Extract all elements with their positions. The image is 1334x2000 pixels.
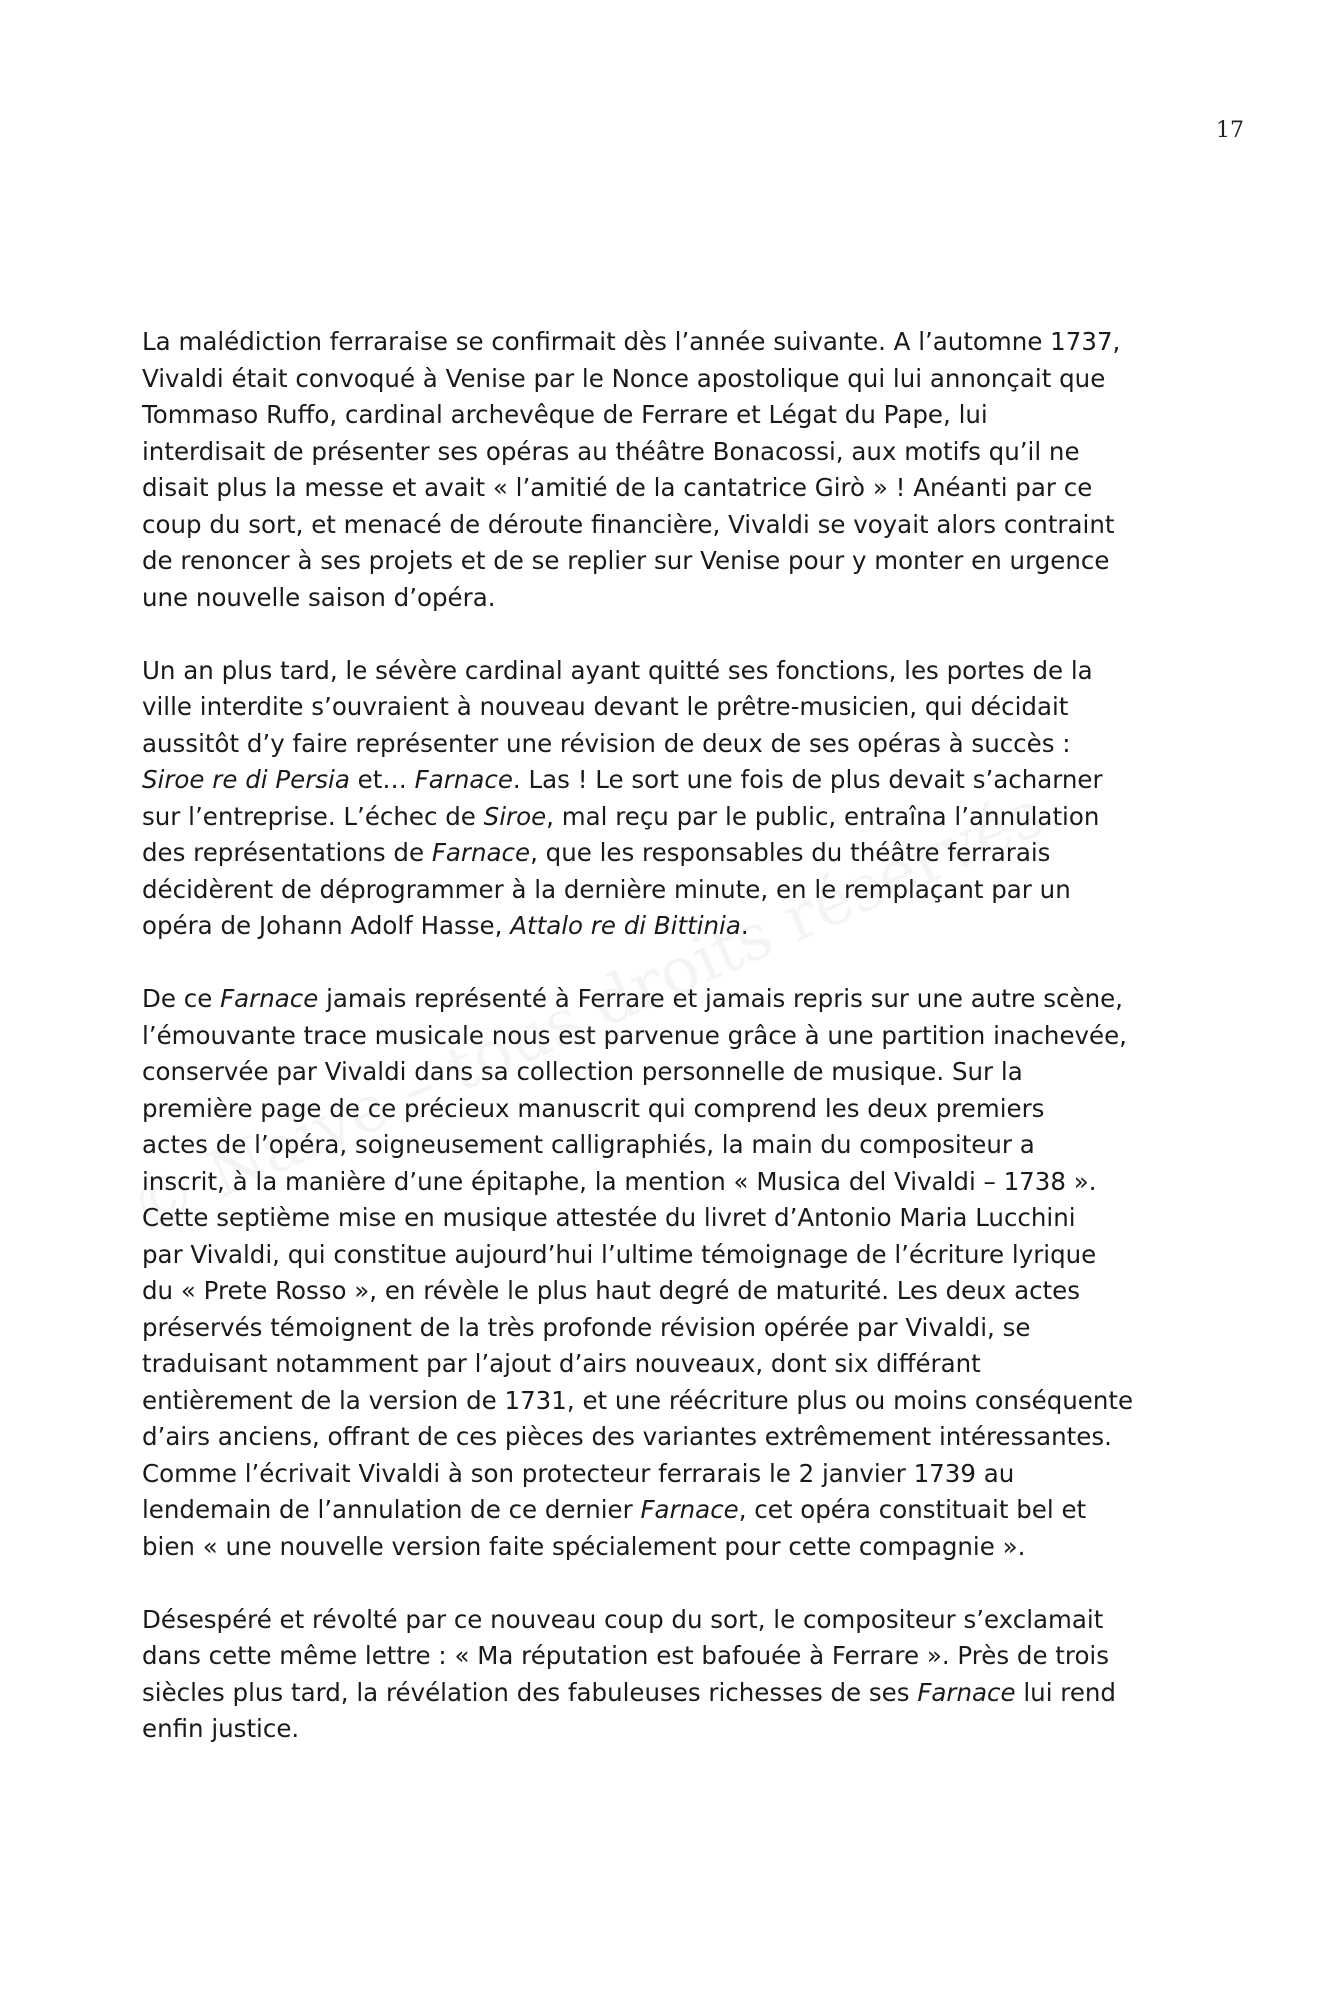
- text-line: [142, 1127, 1192, 1164]
- text-line: [142, 908, 1192, 945]
- text-run: de renoncer à ses projets et de se replier sur Venise pour y monter en urgence: [142, 546, 1110, 575]
- text-run: des représentations de: [142, 838, 432, 867]
- text-run: entièrement de la version de 1731, et une réécriture plus ou moins conséquente: [142, 1385, 1134, 1415]
- text-line: [142, 580, 1192, 617]
- text-line: [142, 726, 1192, 763]
- text-line: [142, 799, 1192, 836]
- text-line: [142, 981, 1192, 1018]
- text-run: l’émouvante trace musicale nous est parvenue grâce à une partition inachevée,: [142, 1020, 1127, 1050]
- italic-title: Farnace: [431, 838, 531, 867]
- text-line: [142, 507, 1192, 544]
- text-run: sur l’entreprise. L’échec de: [142, 801, 484, 831]
- italic-title: Farnace: [640, 1495, 739, 1524]
- text-run: par Vivaldi, qui constitue aujourd’hui l’ultime témoignage de l’écriture lyrique: [142, 1239, 1097, 1269]
- text-run: première page de ce précieux manuscrit qui comprend les deux premiers: [142, 1093, 1045, 1123]
- text-run: actes de l’opéra, soigneusement calligraphiés, la main du compositeur a: [142, 1130, 1035, 1159]
- text-line: [142, 470, 1192, 507]
- text-run: inscrit, à la manière d’une épitaphe, la mention « Musica del Vivaldi – 1738 ».: [142, 1166, 1097, 1196]
- text-line: [142, 1675, 1192, 1712]
- text-line: [142, 361, 1192, 398]
- text-run: lui rend: [1015, 1677, 1116, 1707]
- italic-title: Siroe re di Persia: [142, 765, 350, 794]
- text-run: interdisait de présenter ses opéras au théâtre Bonacossi, aux motifs qu’il ne: [142, 436, 1080, 466]
- text-run: . Las ! Le sort une fois de plus devait s’acharner: [512, 765, 1103, 794]
- text-line: [142, 1419, 1192, 1456]
- text-run: coup du sort, et menacé de déroute financière, Vivaldi se voyait alors contraint: [142, 509, 1115, 539]
- text-line: [142, 653, 1192, 690]
- text-line: [142, 762, 1192, 799]
- text-run: bien « une nouvelle version faite spécialement pour cette compagnie ».: [142, 1531, 1026, 1561]
- paragraph: [142, 653, 1192, 945]
- text-run: Désespéré et révolté par ce nouveau coup du sort, le compositeur s’exclamait: [142, 1604, 1104, 1634]
- text-line: [142, 1018, 1192, 1055]
- text-run: traduisant notamment par l’ajout d’airs nouveaux, dont six différant: [142, 1349, 981, 1378]
- text-run: dans cette même lettre : « Ma réputation est bafouée à Ferrare ». Près de trois: [142, 1641, 1110, 1670]
- text-line: [142, 1383, 1192, 1420]
- text-line: [142, 1237, 1192, 1274]
- text-line: [142, 1310, 1192, 1347]
- text-line: [142, 689, 1192, 726]
- italic-title: Farnace: [220, 984, 319, 1013]
- text-run: , mal reçu par le public, entraîna l’annulation: [546, 801, 1100, 831]
- italic-title: Siroe: [483, 801, 547, 831]
- text-run: .: [740, 911, 749, 940]
- paragraph: [142, 324, 1192, 616]
- text-line: [142, 1164, 1192, 1201]
- text-run: disait plus la messe et avait « l’amitié de la cantatrice Girò » ! Anéanti par ce: [142, 473, 1093, 502]
- text-run: conservée par Vivaldi dans sa collection personnelle de musique. Sur la: [142, 1057, 1023, 1086]
- italic-title: Farnace: [917, 1677, 1016, 1707]
- text-run: De ce: [142, 984, 221, 1013]
- text-run: préservés témoignent de la très profonde révision opérée par Vivaldi, se: [142, 1312, 1031, 1342]
- text-run: jamais représenté à Ferrare et jamais repris sur une autre scène,: [318, 984, 1123, 1013]
- body-text: [142, 324, 1192, 1748]
- text-line: [142, 543, 1192, 580]
- text-line: [142, 1638, 1192, 1675]
- text-run: ville interdite s’ouvraient à nouveau devant le prêtre-musicien, qui décidait: [142, 692, 1069, 721]
- text-run: une nouvelle saison d’opéra.: [142, 582, 496, 612]
- text-line: [142, 1602, 1192, 1639]
- paragraph: [142, 1602, 1192, 1748]
- text-run: décidèrent de déprogrammer à la dernière minute, en le remplaçant par un: [142, 874, 1071, 904]
- paragraph: [142, 981, 1192, 1565]
- text-run: , cet opéra constituait bel et: [738, 1495, 1087, 1524]
- text-line: [142, 1456, 1192, 1493]
- text-line: [142, 1529, 1192, 1566]
- text-line: [142, 1711, 1192, 1748]
- text-run: d’airs anciens, offrant de ces pièces des variantes extrêmement intéressantes.: [142, 1422, 1112, 1451]
- text-line: [142, 872, 1192, 909]
- text-line: [142, 1492, 1192, 1529]
- text-run: Comme l’écrivait Vivaldi à son protecteur ferrarais le 2 janvier 1739 au: [142, 1458, 1015, 1488]
- text-line: [142, 835, 1192, 872]
- text-run: Vivaldi était convoqué à Venise par le Nonce apostolique qui lui annonçait que: [142, 363, 1106, 393]
- text-line: [142, 1200, 1192, 1237]
- text-run: siècles plus tard, la révélation des fabuleuses richesses de ses: [142, 1677, 918, 1707]
- italic-title: Attalo re di Bittinia: [510, 911, 741, 940]
- text-run: Cette septième mise en musique attestée du livret d’Antonio Maria Lucchini: [142, 1203, 1076, 1232]
- italic-title: Farnace: [414, 765, 513, 794]
- text-run: , que les responsables du théâtre ferrarais: [530, 838, 1051, 867]
- text-line: [142, 1346, 1192, 1383]
- text-line: [142, 324, 1192, 361]
- text-run: opéra de Johann Adolf Hasse,: [142, 911, 511, 940]
- text-run: enfin justice.: [142, 1714, 300, 1743]
- text-run: et…: [349, 765, 415, 794]
- text-line: [142, 1091, 1192, 1128]
- text-run: Un an plus tard, le sévère cardinal ayant quitté ses fonctions, les portes de la: [142, 655, 1093, 685]
- text-run: La malédiction ferraraise se confirmait dès l’année suivante. A l’automne 1737,: [142, 327, 1121, 356]
- text-run: lendemain de l’annulation de ce dernier: [142, 1495, 641, 1524]
- text-line: [142, 434, 1192, 471]
- text-line: [142, 397, 1192, 434]
- text-run: Tommaso Ruffo, cardinal archevêque de Ferrare et Légat du Pape, lui: [142, 400, 988, 429]
- text-run: aussitôt d’y faire représenter une révision de deux de ses opéras à succès :: [142, 728, 1071, 758]
- page-number: 17: [1216, 118, 1244, 143]
- text-line: [142, 1273, 1192, 1310]
- text-run: du « Prete Rosso », en révèle le plus haut degré de maturité. Les deux actes: [142, 1276, 1080, 1305]
- text-line: [142, 1054, 1192, 1091]
